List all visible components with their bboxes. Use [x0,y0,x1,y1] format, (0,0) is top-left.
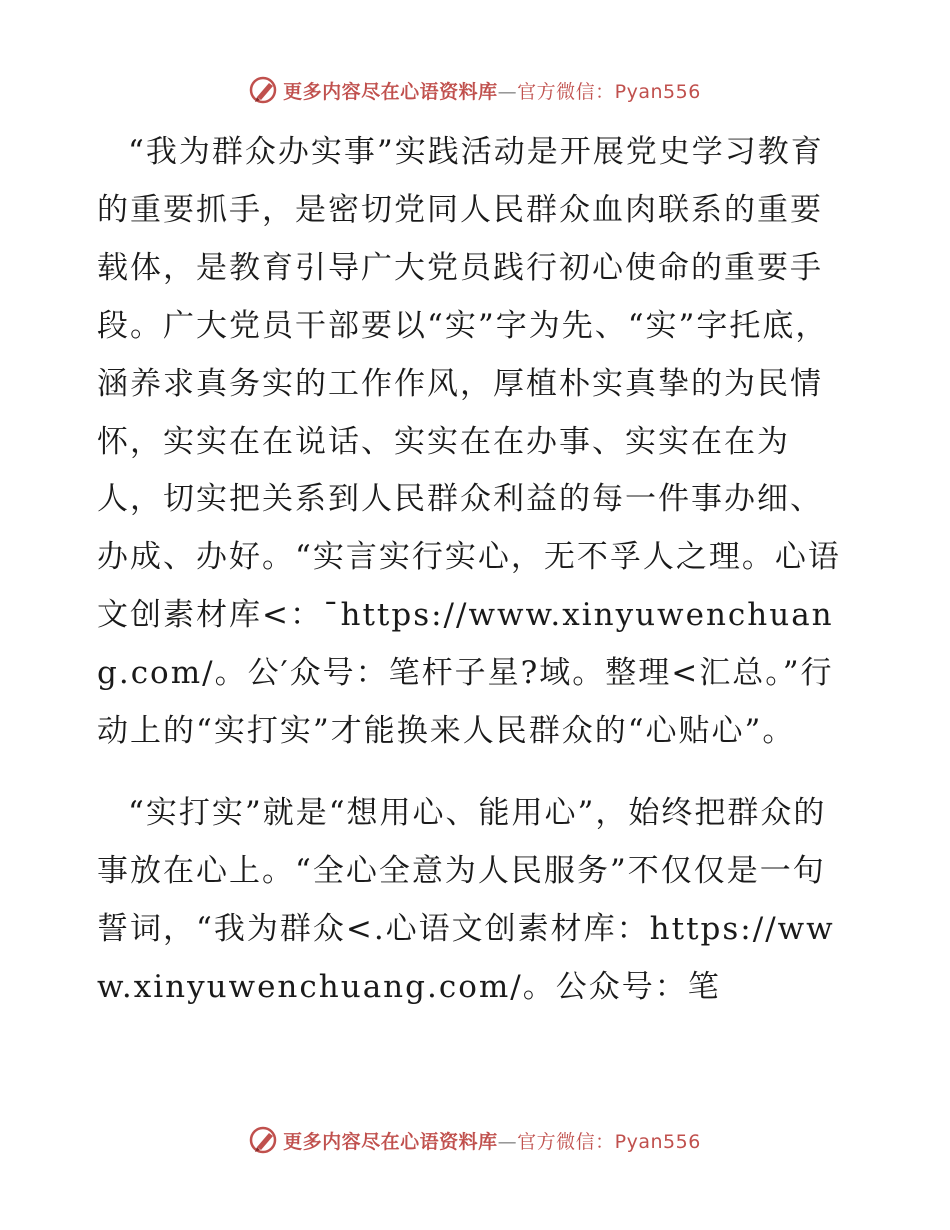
footer-banner-text [283,1127,701,1154]
header-banner-tail: 官方微信：Pyan556 [517,80,701,103]
paragraph-1: “我为群众办实事”实践活动是开展党史学习教育的重要抓手，是密切党同人民群众血肉联系的重要载体，是教育引导广大党员践行初心使命的重要手段。广大党员干部要以“实”字为先、“实”字托底，涵养求真务实的工作作风，厚植朴实真挚的为民情怀，实实在在说话、实实在在办事、实实在在为人，切实把关系到人民群众利益的每一件事办细、办成、办好。“实言实行实心，无不孚人之理。心语文创素材库<：¯https://www.xinyuwenchuang.com/。公′众号：笔杆子星?域。整理<汇总。”行动上的“实打实”才能换来人民群众的“心贴心”。 [97,134,841,750]
footer-banner-dash: — [497,1130,518,1153]
footer-banner-main: 更多内容尽在心语资料库 [283,1130,498,1153]
header-banner [0,70,950,110]
footer-banner [0,1120,950,1160]
pen-logo-icon [249,1125,279,1155]
header-banner-dash: — [497,80,518,103]
paragraph-2: “实打实”就是“想用心、能用心”，始终把群众的事放在心上。“全心全意为人民服务”不仅仅是一句誓词，“我为群众<.心语文创素材库：https://www.xinyuwenchuang.com/。公众号：笔 [97,794,835,1005]
header-banner-text [283,77,701,104]
document-body [97,124,849,1017]
header-banner-main: 更多内容尽在心语资料库 [283,80,498,103]
pen-logo-icon [249,75,279,105]
footer-banner-tail: 官方微信：Pyan556 [517,1130,701,1153]
